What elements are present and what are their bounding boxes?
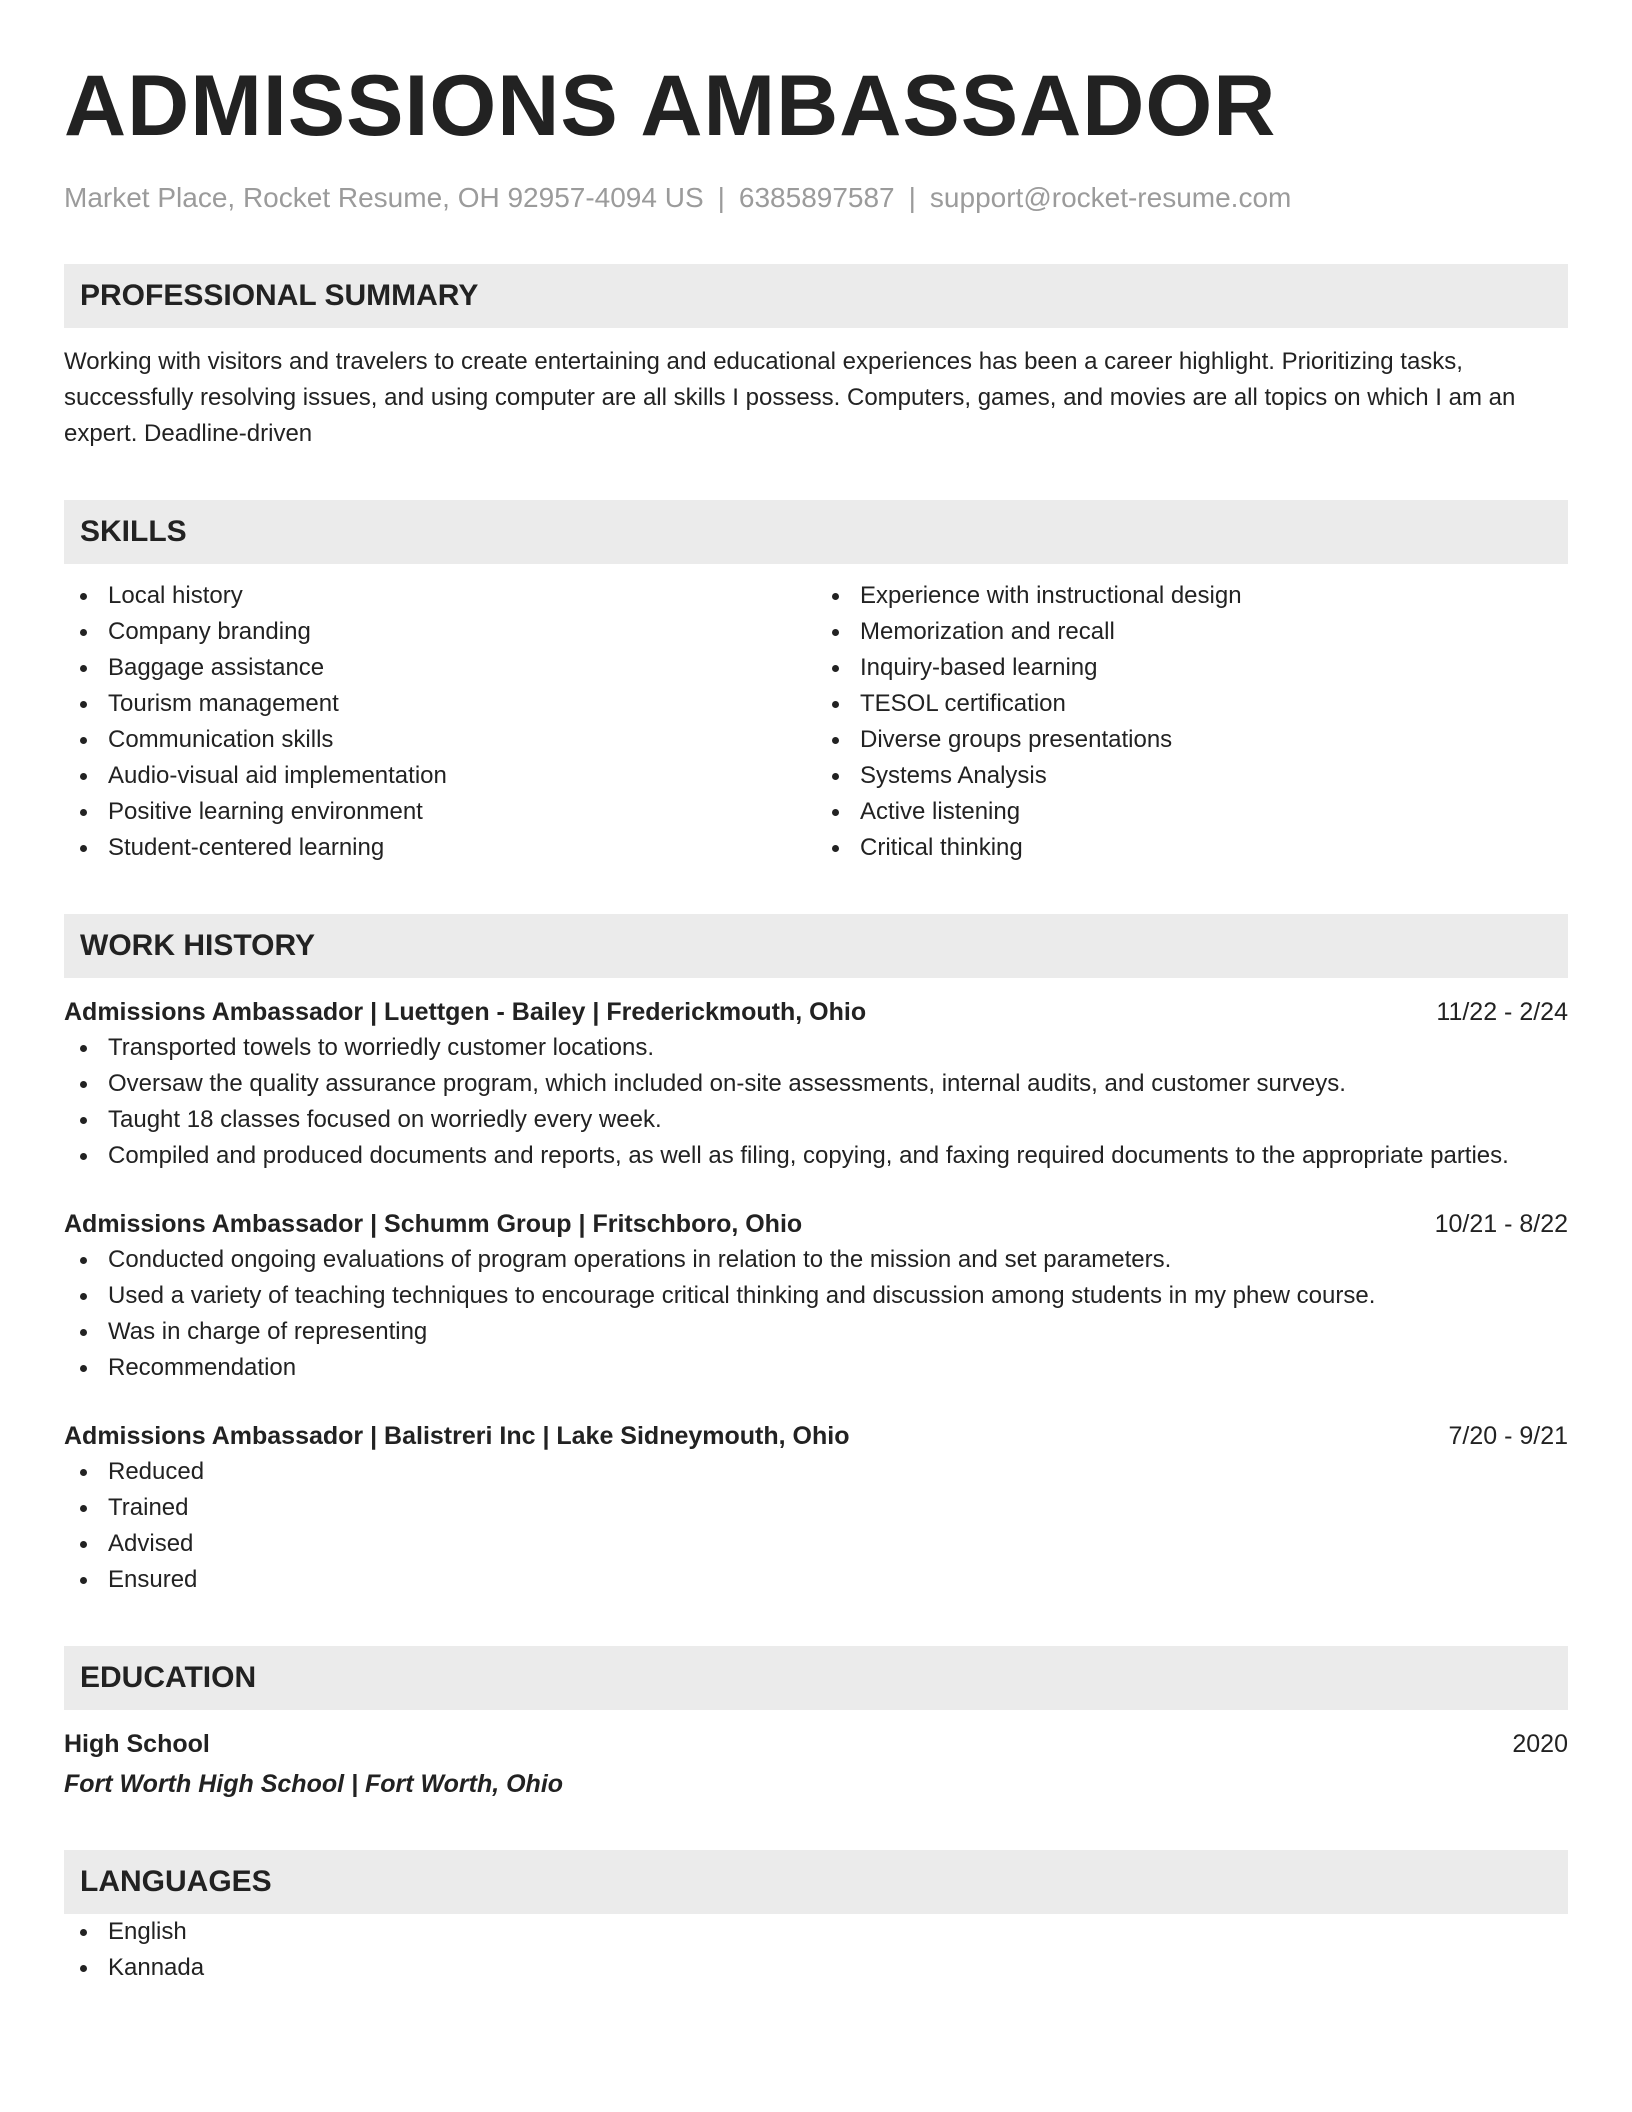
job-bullet: Trained xyxy=(64,1490,1568,1526)
education-heading: EDUCATION xyxy=(64,1646,1568,1710)
contact-phone: 6385897587 xyxy=(738,182,895,213)
skill-item: Memorization and recall xyxy=(816,614,1568,650)
job-entry xyxy=(64,1206,1568,1386)
skill-item: Systems Analysis xyxy=(816,758,1568,794)
skill-item: Positive learning environment xyxy=(64,794,816,830)
language-item: English xyxy=(64,1914,1568,1950)
summary-heading: PROFESSIONAL SUMMARY xyxy=(64,264,1568,328)
skills-list xyxy=(64,578,1568,866)
skill-item: Active listening xyxy=(816,794,1568,830)
languages-heading: LANGUAGES xyxy=(64,1850,1568,1914)
skill-item: Inquiry-based learning xyxy=(816,650,1568,686)
work-history-heading: WORK HISTORY xyxy=(64,914,1568,978)
contact-separator: | xyxy=(908,182,916,213)
skills-column-right xyxy=(816,578,1568,866)
education-degree: High School xyxy=(64,1730,210,1758)
skill-item: Diverse groups presentations xyxy=(816,722,1568,758)
education-year: 2020 xyxy=(1512,1730,1568,1758)
job-entry xyxy=(64,994,1568,1174)
job-bullet: Oversaw the quality assurance program, which included on-site assessments, internal audits, and customer surveys. xyxy=(64,1066,1568,1102)
language-item: Kannada xyxy=(64,1950,1568,1986)
skill-item: Tourism management xyxy=(64,686,816,722)
job-title: Admissions Ambassador | Schumm Group | Fritschboro, Ohio xyxy=(64,1210,803,1238)
contact-address: Market Place, Rocket Resume, OH 92957-4094 US xyxy=(64,182,704,213)
skill-item: Audio-visual aid implementation xyxy=(64,758,816,794)
candidate-name: ADMISSIONS AMBASSADOR xyxy=(64,58,1277,154)
job-bullet: Reduced xyxy=(64,1454,1568,1490)
skills-column-left xyxy=(64,578,816,866)
job-dates: 7/20 - 9/21 xyxy=(1448,1422,1568,1450)
contact-line xyxy=(64,180,1568,216)
contact-email: support@rocket-resume.com xyxy=(929,182,1292,213)
job-title: Admissions Ambassador | Luettgen - Bailey | Frederickmouth, Ohio xyxy=(64,998,867,1026)
job-bullet: Used a variety of teaching techniques to encourage critical thinking and discussion among students in my phew course. xyxy=(64,1278,1568,1314)
skill-item: TESOL certification xyxy=(816,686,1568,722)
job-dates: 11/22 - 2/24 xyxy=(1436,998,1568,1026)
summary-text: Working with visitors and travelers to create entertaining and educational experiences has been a career highlight. Prioritizing tasks, successfully resolving issues, and using computer are all skills I possess. Computers, games, and movies are all topics on which I am an expert. Deadline-driven xyxy=(64,348,1516,447)
skill-item: Student-centered learning xyxy=(64,830,816,866)
job-bullet: Was in charge of representing xyxy=(64,1314,1568,1350)
job-entry xyxy=(64,1418,1568,1598)
languages-list xyxy=(64,1914,1568,1986)
job-dates: 10/21 - 8/22 xyxy=(1434,1210,1568,1238)
skill-item: Company branding xyxy=(64,614,816,650)
skill-item: Local history xyxy=(64,578,816,614)
skill-item: Baggage assistance xyxy=(64,650,816,686)
job-bullet: Compiled and produced documents and reports, as well as filing, copying, and faxing required documents to the appropriate parties. xyxy=(64,1138,1568,1174)
job-bullet: Ensured xyxy=(64,1562,1568,1598)
job-bullet: Taught 18 classes focused on worriedly every week. xyxy=(64,1102,1568,1138)
job-bullet: Transported towels to worriedly customer locations. xyxy=(64,1030,1568,1066)
education-school: Fort Worth High School | Fort Worth, Ohio xyxy=(64,1770,564,1798)
education-entry xyxy=(64,1726,1568,1762)
contact-separator: | xyxy=(717,182,725,213)
skills-heading: SKILLS xyxy=(64,500,1568,564)
skill-item: Communication skills xyxy=(64,722,816,758)
job-title: Admissions Ambassador | Balistreri Inc | Lake Sidneymouth, Ohio xyxy=(64,1422,850,1450)
job-bullet: Advised xyxy=(64,1526,1568,1562)
job-bullet: Conducted ongoing evaluations of program operations in relation to the mission and set parameters. xyxy=(64,1242,1568,1278)
skill-item: Critical thinking xyxy=(816,830,1568,866)
job-bullet: Recommendation xyxy=(64,1350,1568,1386)
skill-item: Experience with instructional design xyxy=(816,578,1568,614)
